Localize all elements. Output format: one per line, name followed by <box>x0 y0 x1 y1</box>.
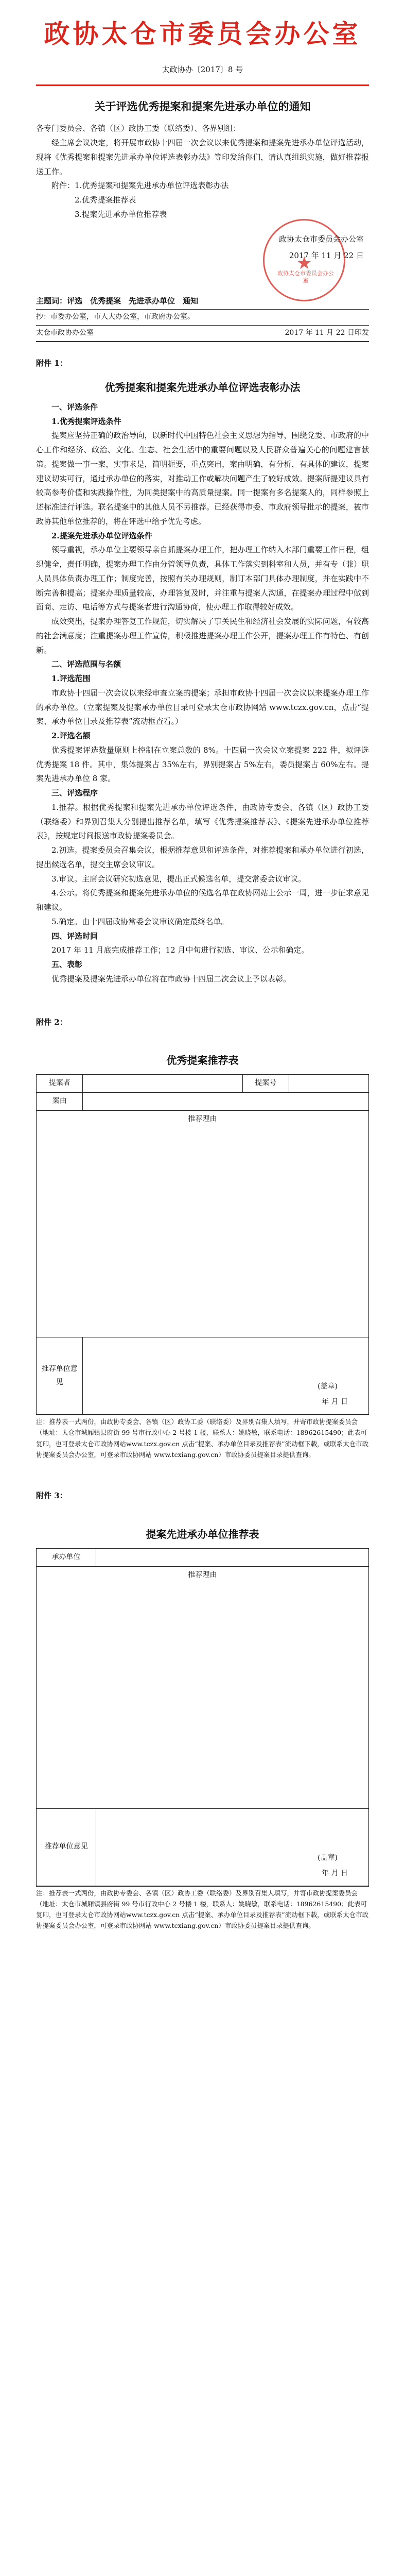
sub-heading: 1.评选范围 <box>51 674 91 684</box>
section-heading: 一、评选条件 <box>51 402 98 412</box>
unit-field[interactable] <box>96 1548 369 1566</box>
paragraph: 2.初选。提案委员会召集会议，根据推荐意见和评选条件，对推荐提案和承办单位进行初选，提出候选名单，提交主席会议审议。 <box>36 845 369 869</box>
case-no-field[interactable] <box>289 1075 368 1093</box>
attachment1-label: 附件 1： <box>36 359 67 368</box>
paragraph: 领导重视，承办单位主要领导亲自抓提案办理工作，把办理工作纳入本部门重要工作日程，组织健全，责任明确，提案办理工作由分管领导负责，具体工作落实到科室和人员，并有专（兼）职人员具体负责办理工作；制度完善，按照有关办理规则，制订本部门具体办理制度，并在实践中不断完善和提高；提案办理质量较高，办理答复及时，并注重与提案人沟通，在提案办理过程中做到面商、走访、电话等方式与提案者进行沟通协商，使办理工作取得较好成效。 <box>36 545 369 612</box>
issuer: 太仓市政协办公室 <box>36 329 94 337</box>
paragraph: 5.确定。由十四届政协常委会议审议确定最终名单。 <box>51 917 229 926</box>
attachment1-title: 优秀提案和提案先进承办单位评选表彰办法 <box>104 381 301 394</box>
reason-title-field[interactable] <box>83 1093 369 1111</box>
unit-label: 承办单位 <box>37 1548 96 1566</box>
recommender-field[interactable] <box>96 1808 369 1886</box>
org-title: 政协太仓市委员会办公室 <box>44 19 361 49</box>
section-heading: 四、评选时间 <box>51 931 98 941</box>
attachment2-label: 附件 2： <box>36 1017 67 1027</box>
attachment-item: 1.优秀提案和提案先进承办单位评选表彰办法 <box>75 181 229 191</box>
recommend-reason-cell[interactable] <box>37 1566 369 1808</box>
case-no-label: 提案号 <box>242 1075 289 1093</box>
section-heading: 二、评选范围与名额 <box>51 659 121 669</box>
red-divider <box>36 84 369 86</box>
recommend-reason-label: 推荐理由 <box>188 1570 217 1579</box>
attachments-label: 附件： <box>51 181 75 191</box>
sub-heading: 2.提案先进承办单位评选条件 <box>51 531 152 540</box>
paragraph: 优秀提案评选数量原则上控制在立案总数的 8%。十四届一次会议立案提案 222 件，拟评选优秀提案 18 件。其中，集体提案占 35%左右，界别提案占 5%左右，委员提案占 60%左右。提案先进承办单位 8 家。 <box>36 745 369 784</box>
attachment-item: 2.优秀提案推荐表 <box>75 195 136 205</box>
signature-area <box>36 225 369 292</box>
section-heading: 三、评选程序 <box>51 788 98 798</box>
date-label: 年 月 日 <box>322 1869 348 1877</box>
sign-date: 2017 年 11 月 22 日 <box>289 250 364 260</box>
attachment-item: 3.提案先进承办单位推荐表 <box>75 209 167 219</box>
section-heading: 五、表彰 <box>51 960 83 970</box>
paragraph: 成效突出，提案办理答复工作规范，切实解决了事关民生和经济社会发展的实际问题，有较高的社会满意度；注重提案办理工作宣传，积极推进提案办理工作公开，提案办理工作有特色、有创新。 <box>36 617 369 655</box>
proposer-label: 提案者 <box>37 1075 83 1093</box>
reason-title-label: 案由 <box>37 1093 83 1111</box>
issue-date: 2017 年 11 月 22 日印发 <box>285 329 369 337</box>
proposer-field[interactable] <box>83 1075 242 1093</box>
sub-heading: 2.评选名额 <box>51 731 91 741</box>
recommender-label: 推荐单位意见 <box>37 1808 96 1886</box>
attachment-list <box>36 179 369 222</box>
notice-paragraph: 经主席会议决定，将开展市政协十四届一次会议以来优秀提案和提案先进承办单位评选活动，现将《优秀提案和提案先进承办单位评选表彰办法》等印发给你们，请认真组织实施，做好推荐报送工作。 <box>36 138 369 176</box>
paragraph: 2017 年 11 月底完成推荐工作；12 月中旬进行初选、审议、公示和确定。 <box>51 945 309 955</box>
recommender-field[interactable] <box>83 1337 369 1415</box>
recommend-reason-cell[interactable] <box>37 1111 369 1337</box>
recommend-reason-label: 推荐理由 <box>188 1115 217 1124</box>
paragraph: 市政协十四届一次会议以来经审查立案的提案；承担市政协十四届一次会议以来提案办理工作的承办单位。（立案提案及提案承办单位目录可登录太仓市政协网站 www.tczx.gov.cn，点击“提案、承办单位目录及推荐表”流动框查看。） <box>36 688 369 726</box>
keywords-label: 主题词： <box>36 296 67 306</box>
seal-label: (盖章) <box>318 1382 338 1391</box>
seal-label: (盖章) <box>318 1853 338 1862</box>
recommender-label: 推荐单位意见 <box>37 1337 83 1415</box>
attachment2-title: 优秀提案推荐表 <box>166 1054 239 1067</box>
attachment3-label: 附件 3： <box>36 1491 67 1501</box>
notice-title: 关于评选优秀提案和提案先进承办单位的通知 <box>94 99 311 113</box>
cc-line: 抄：市委办公室，市人大办公室，市政府办公室。 <box>36 310 369 326</box>
sub-heading: 1.优秀提案评选条件 <box>51 416 121 426</box>
attachment3-title: 提案先进承办单位推荐表 <box>146 1528 259 1540</box>
paragraph: 3.审议。主席会议研究初选意见，提出正式候选名单，提交常委会议审议。 <box>51 874 306 884</box>
paragraph: 优秀提案及提案先进承办单位将在市政协十四届二次会议上予以表彰。 <box>51 974 291 984</box>
paragraph: 1.推荐。根据优秀提案和提案先进承办单位评选条件，由政协专委会、各镇（区）政协工委（联络委）和界别召集人分别提出推荐名单，填写《优秀提案推荐表》、《提案先进承办单位推荐表》，按规定时间报送市政协提案委员会。 <box>36 802 369 841</box>
form-note: 注：推荐表一式两份，由政协专委会、各镇（区）政协工委（联络委）及界别召集人填写，并寄市政协提案委员会（地址：太仓市城厢镇县府街 99 号市行政中心 2 号楼 1 楼，联系人：姚晓敏，联系电话：18962615490；此表可复印，也可登录太仓市政协网站www.tczx.gov.cn 点击“提案、承办单位目录及推荐表”流动框下载，或联系太仓市政协提案委员会办公室，可登录市政协网站 www.tcxiang.gov.cn）市政协委员提案目录提供查询。 <box>36 1418 369 1459</box>
unit-recommend-table <box>36 1548 369 1886</box>
doc-number: 太政协办〔2017〕8 号 <box>162 65 243 74</box>
paragraph: 4.公示。将优秀提案和提案先进承办单位的候选名单在政协网站上公示一周，进一步征求意见和建议。 <box>36 888 369 912</box>
proposal-recommend-table <box>36 1074 369 1415</box>
salutation: 各专门委员会、各镇（区）政协工委（联络委）、各界别组： <box>36 124 241 133</box>
form-note: 注：推荐表一式两份，由政协专委会、各镇（区）政协工委（联络委）及界别召集人填写，并寄市政协提案委员会（地址：太仓市城厢镇县府街 99 号市行政中心 2 号楼 1 楼，联系人：姚晓敏，联系电话：18962615490；此表可复印，也可登录太仓市政协网站www.tczx.gov.cn 点击“提案、承办单位目录及推荐表”流动框下载，或联系太仓市政协提案委员会办公室，可登录市政协网站 www.tcxiang.gov.cn）市政协委员提案目录提供查询。 <box>36 1889 369 1930</box>
date-label: 年 月 日 <box>322 1398 348 1406</box>
issue-line <box>36 326 369 342</box>
keywords: 评选 优秀提案 先进承办单位 通知 <box>67 296 199 306</box>
official-seal-icon: 政协太仓市委员会办公室 ★ <box>263 219 345 301</box>
paragraph: 提案应坚持正确的政治导向，以新时代中国特色社会主义思想为指导，围绕党委、市政府的中心工作和经济、政治、文化、生态、社会生活中的重要问题以及人民群众普遍关心的问题建言献策。提案做一事一案，实事求是，简明扼要，重点突出，案由明确，有分析，有具体的建议，提案建议切实可行，通过承办单位的落实，对推动工作或解决问题产生了较好成效。提案所提建议具有较高参考价值和实践操作性，为同类提案中的高质量提案。同一提案有多名提案人的，同样参照上述标准进行评选。联名提案中的其他人员不另推荐。已经获得市委、市政府领导批示的提案，被市政协其他单位推荐的，将在评选中给予优先考虑。 <box>36 431 369 526</box>
signature: 政协太仓市委员会办公室 <box>278 234 364 244</box>
